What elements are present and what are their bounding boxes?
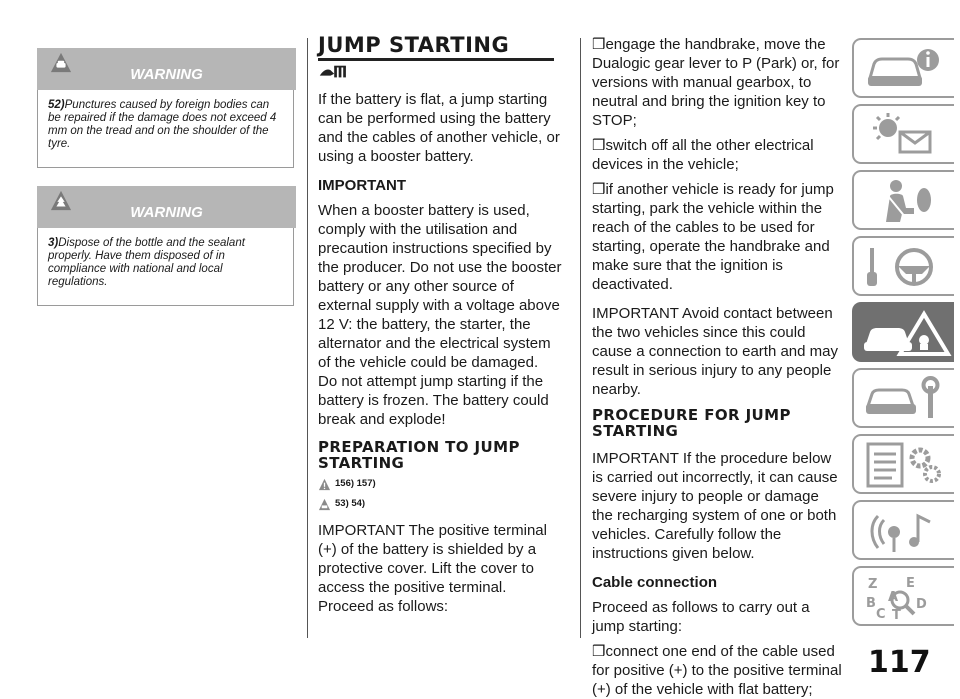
important-label: IMPORTANT: [318, 177, 407, 194]
warning-body-1: [37, 90, 294, 168]
important-paragraph: When a booster battery is used, comply with the utilisation and precaution instructions specified by the producer. Do not use the booster battery or any other source of external supply with a voltage above 12 V: the battery, the starter, the alternator and the electrical system of the vehicle could be damaged.: [318, 202, 562, 371]
tab-car-info[interactable]: [852, 38, 954, 98]
maintenance-icon: [862, 376, 952, 422]
frozen-paragraph: Do not attempt jump starting if the battery is frozen. The battery could break and explode!: [318, 373, 549, 428]
prep-paragraph: IMPORTANT The positive terminal (+) of the battery is shielded by a protective cover. Lift the cover to access the positive terminal.: [318, 522, 547, 596]
tab-multimedia[interactable]: [852, 500, 954, 560]
technician-icon: [318, 63, 354, 81]
proceed-paragraph: Proceed as follows:: [318, 598, 449, 615]
index-letter: E: [906, 576, 915, 591]
tab-index[interactable]: [852, 566, 954, 626]
bullet-item: ❒engage the handbrake, move the Dualogic gear lever to P (Park) or, for versions with manual gearbox, to neutral and bring the ignition key to STOP;: [592, 36, 840, 129]
caution-triangle-icon: [318, 498, 331, 511]
cable-paragraph: Proceed as follows to carry out a jump starting:: [592, 599, 810, 635]
warning-triangle-icon: [318, 478, 331, 491]
warning-ref: 3): [48, 237, 59, 249]
tab-technical-data[interactable]: [852, 434, 954, 494]
warning-header-2: [37, 186, 296, 228]
column-divider: [307, 38, 308, 638]
index-letter: Z: [868, 577, 878, 592]
tab-dashboard-lights[interactable]: [852, 104, 954, 164]
index-letter: B: [866, 596, 876, 611]
index-letter: D: [916, 597, 927, 612]
warning-title: WARNING: [130, 204, 203, 221]
index-letter: T: [892, 608, 901, 620]
emergency-icon: [862, 310, 952, 356]
heading-rule: [318, 58, 554, 61]
reference-numbers: 53) 54): [335, 498, 366, 509]
cable-connection-label: Cable connection: [592, 574, 718, 591]
tab-emergency[interactable]: [852, 302, 954, 362]
tab-starting-driving[interactable]: [852, 236, 954, 296]
middle-column: [318, 33, 566, 616]
index-letter: A: [888, 590, 899, 605]
intro-paragraph: If the battery is flat, a jump starting can be performed using the battery and the cables of another vehicle, or using a booster battery.: [318, 91, 560, 165]
prep-heading: PREPARATION TO JUMP STARTING: [318, 438, 520, 472]
index-icon: [862, 574, 952, 620]
bullet-item: ❒if another vehicle is ready for jump starting, park the vehicle within the reach of the cables to be used for starting, operate the handbrake and make sure that the ignition is deactivated.: [592, 181, 834, 293]
warning-title: WARNING: [130, 66, 203, 83]
warning-body-2: [37, 228, 294, 306]
page-number: 117: [868, 645, 931, 680]
procedure-heading: PROCEDURE FOR JUMP STARTING: [592, 406, 791, 440]
starting-driving-icon: [862, 244, 952, 290]
warning-text: Punctures caused by foreign bodies can be repaired if the damage does not exceed 4 mm on the tread and on the shoulder of the tyre.: [48, 99, 277, 150]
section-heading: JUMP STARTING: [318, 33, 510, 57]
warning-references: [318, 477, 566, 511]
tab-maintenance[interactable]: [852, 368, 954, 428]
bullet-item: ❒switch off all the other electrical devices in the vehicle;: [592, 137, 814, 173]
car-info-icon: [862, 46, 952, 92]
reference-numbers: 156) 157): [335, 478, 376, 489]
column-divider: [580, 38, 581, 638]
right-column: [592, 35, 842, 699]
multimedia-icon: [862, 508, 952, 554]
avoid-paragraph: IMPORTANT Avoid contact between the two vehicles since this could cause a connection to earth and may result in serious injury to any people nearby.: [592, 305, 838, 398]
procedure-paragraph: IMPORTANT If the procedure below is carried out incorrectly, it can cause severe injury to people or damage the recharging system of one or both vehicles. Carefully follow the instructions given below.: [592, 450, 838, 562]
warning-text: Dispose of the bottle and the sealant properly. Have them disposed of in compliance with national and local regulations.: [48, 237, 245, 288]
tab-safety[interactable]: [852, 170, 954, 230]
dashboard-lights-icon: [862, 112, 952, 158]
warning-header-1: [37, 48, 296, 90]
warning-ref: 52): [48, 99, 65, 111]
index-letter: C: [876, 607, 886, 620]
bullet-item: ❒connect one end of the cable used for positive (+) to the positive terminal (+) of the vehicle with flat battery;: [592, 643, 842, 698]
safety-airbag-icon: [862, 178, 952, 224]
technical-data-icon: [862, 442, 952, 488]
